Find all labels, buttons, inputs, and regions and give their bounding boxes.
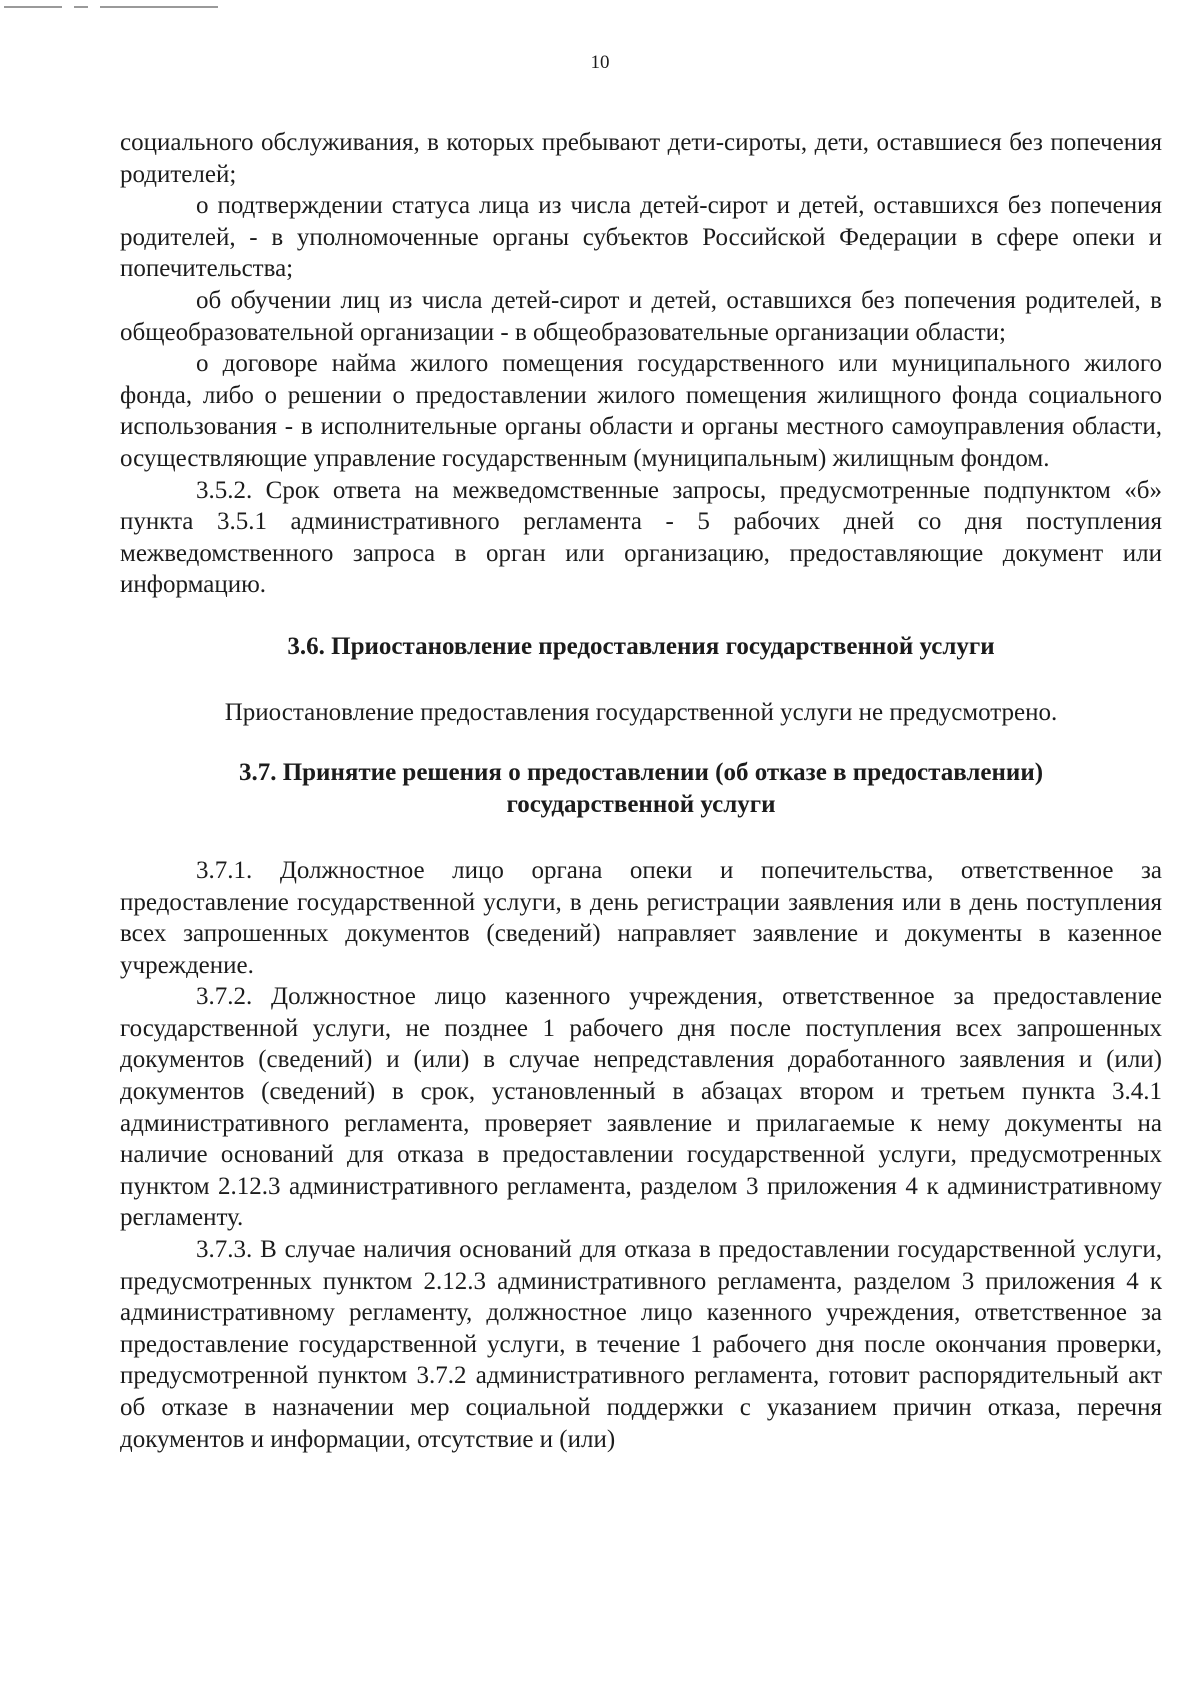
paragraph-3-7-3: 3.7.3. В случае наличия оснований для отказа в предоставлении государственной услуги, предусмотренных пунктом 2.12.3 административного регламента, разделом 3 приложения 4 к административному регламенту, должностное лицо казенного учреждения, ответственное за предоставление государственной услуги, в течение 1 рабочего дня после окончания проверки, предусмотренной пунктом 3.7.2 административного регламента, готовит распорядительный акт об отказе в назначении мер социальной поддержки с указанием причин отказа, перечня документов и информации, отсутствие и (или): [120, 1236, 1162, 1453]
scan-mark-left: [4, 6, 62, 8]
section-3-7-heading-line1: 3.7. Принятие решения о предоставлении (об отказе в предоставлении): [238, 758, 1044, 786]
scan-mark-right: [100, 6, 218, 8]
paragraph-3-7-2: 3.7.2. Должностное лицо казенного учреждения, ответственное за предоставление государственной услуги, не позднее 1 рабочего дня после поступления всех запрошенных документов (сведений) и (или) в случае непредставления доработанного заявления и (или) документов (сведений) в срок, установленный в абзацах втором и третьем пункта 3.4.1 административного регламента, проверяет заявление и прилагаемые к нему документы на наличие оснований для отказа в предоставлении государственной услуги, предусмотренных пунктом 2.12.3 административного регламента, разделом 3 приложения 4 к административному регламенту.: [120, 983, 1162, 1232]
scan-mark-middle: [74, 6, 88, 8]
paragraph-housing-contract: о договоре найма жилого помещения государственного или муниципального жилого фонда, либо о решении о предоставлении жилого помещения жилищного фонда социального использования - в исполнительные органы области и органы местного самоуправления области, осуществляющие управление государственным (муниципальным) жилищным фондом.: [120, 350, 1162, 472]
document-body: [120, 127, 1162, 1455]
page-number: 10: [590, 52, 610, 73]
section-3-6-heading: 3.6. Приостановление предоставления государственной услуги: [287, 632, 995, 660]
paragraph-status-confirmation: о подтверждении статуса лица из числа детей-сирот и детей, оставшихся без попечения родителей, - в уполномоченные органы субъектов Российской Федерации в сфере опеки и попечительства;: [120, 192, 1162, 283]
section-3-6-text: Приостановление предоставления государственной услуги не предусмотрено.: [224, 698, 1058, 726]
section-3-7-heading-line2: государственной услуги: [506, 790, 776, 818]
paragraph-continuation: социального обслуживания, в которых пребывают дети-сироты, дети, оставшиеся без попечения родителей;: [120, 129, 1162, 188]
paragraph-education: об обучении лиц из числа детей-сирот и детей, оставшихся без попечения родителей, в общеобразовательной организации - в общеобразовательные организации области;: [120, 286, 1162, 346]
paragraph-3-7-1: 3.7.1. Должностное лицо органа опеки и попечительства, ответственное за предоставление государственной услуги, в день регистрации заявления или в день поступления всех запрошенных документов (сведений) направляет заявление и документы в казенное учреждение.: [120, 856, 1162, 979]
paragraph-3-5-2: 3.5.2. Срок ответа на межведомственные запросы, предусмотренные подпунктом «б» пункта 3.5.1 административного регламента - 5 рабочих дней со дня поступления межведомственного запроса в орган или организацию, предоставляющие документ или информацию.: [120, 476, 1162, 599]
